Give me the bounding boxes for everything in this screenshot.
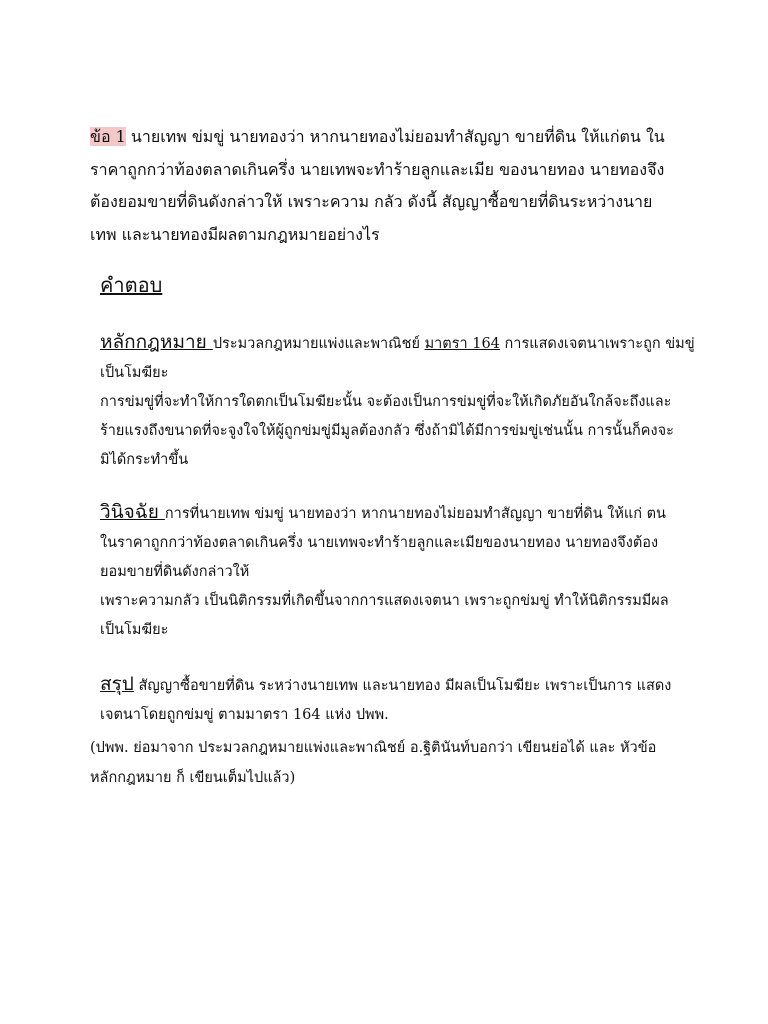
article-reference: มาตรา 164: [424, 336, 500, 352]
principle-line: [100, 328, 700, 359]
conclusion-section: [100, 670, 700, 730]
question-line: ต้องยอมขายที่ดินดังกล่าวให้ เพราะความ กลัว ดังนี้ สัญญาซื้อขายที่ดินระหว่างนาย: [90, 192, 653, 211]
principle-line: การข่มขู่ที่จะทำให้การใดตกเป็นโมฆียะนั้น จะต้องเป็นการข่มขู่ที่จะให้เกิดภัยอันใกล้จะถึงและ: [100, 394, 672, 410]
question-line: ราคาถูกกว่าท้องตลาดเกินครึ่ง นายเทพจะทำร้ายลูกและเมีย ของนายทอง นายทองจึง: [90, 159, 665, 179]
principle-line: เป็นโมฆียะ: [100, 365, 169, 381]
judgment-heading: วินิจฉัย: [100, 501, 165, 523]
footnote: [90, 733, 710, 793]
judgment-text: การที่นายเทพ ข่มขู่ นายทองว่า หากนายทองไม่ยอมทำสัญญา ขายที่ดิน ให้แก่ ตน: [164, 506, 666, 522]
judgment-section: [100, 498, 700, 645]
legal-principle-section: [100, 328, 700, 475]
judgment-line: เป็นโมฆียะ: [100, 622, 169, 638]
principle-text: การแสดงเจตนาเพราะถูก ข่มขู่: [499, 336, 695, 352]
conclusion-line: เจตนาโดยถูกข่มขู่ ตามมาตรา 164 แห่ง ปพพ.: [100, 707, 389, 723]
answer-heading: คำตอบ: [100, 273, 163, 297]
footnote-line: (ปพพ. ย่อมาจาก ประมวลกฎหมายแพ่งและพาณิชย์ อ.ฐิตินันท์บอกว่า เขียนย่อได้ และ หัวข้อ: [90, 740, 657, 756]
conclusion-line: [100, 670, 700, 701]
footnote-line: หลักกฎหมาย ก็ เขียนเต็มไปแล้ว): [90, 770, 296, 786]
judgment-line: ยอมขายที่ดินดังกล่าวให้: [100, 564, 250, 580]
judgment-line: [100, 498, 700, 529]
judgment-line: เพราะความกลัว เป็นนิติกรรมที่เกิดขึ้นจากการแสดงเจตนา เพราะถูกข่มขู่ ทำให้นิติกรรมมีผล: [100, 593, 669, 609]
principle-line: ร้ายแรงถึงขนาดที่จะจูงใจให้ผู้ถูกข่มขู่มีมูลต้องกลัว ซึ่งถ้ามิได้มีการข่มขู่เช่นนั้น การนั้นก็คงจะ: [100, 423, 674, 439]
question-line: เทพ และนายทองมีผลตามกฎหมายอย่างไร: [90, 224, 380, 244]
principle-text: ประมวลกฎหมายแพ่งและพาณิชย์: [212, 336, 425, 352]
principle-line: มิได้กระทำขึ้น: [100, 452, 189, 468]
principle-heading: หลักกฎหมาย: [100, 331, 213, 353]
conclusion-heading: สรุป: [100, 673, 134, 695]
question-line: [90, 121, 690, 154]
question-label: ข้อ 1: [90, 127, 126, 146]
question-text: นายเทพ ข่มขู่ นายทองว่า หากนายทองไม่ยอมทำสัญญา ขายที่ดิน ให้แก่ตน ใน: [125, 127, 665, 146]
conclusion-text: สัญญาซื้อขายที่ดิน ระหว่างนายเทพ และนายทอง มีผลเป็นโมฆียะ เพราะเป็นการ แสดง: [133, 678, 672, 694]
judgment-line: ในราคาถูกกว่าท้องตลาดเกินครึ่ง นายเทพจะทำร้ายลูกและเมียของนายทอง นายทองจึงต้อง: [100, 535, 659, 551]
question-paragraph: [90, 121, 690, 251]
